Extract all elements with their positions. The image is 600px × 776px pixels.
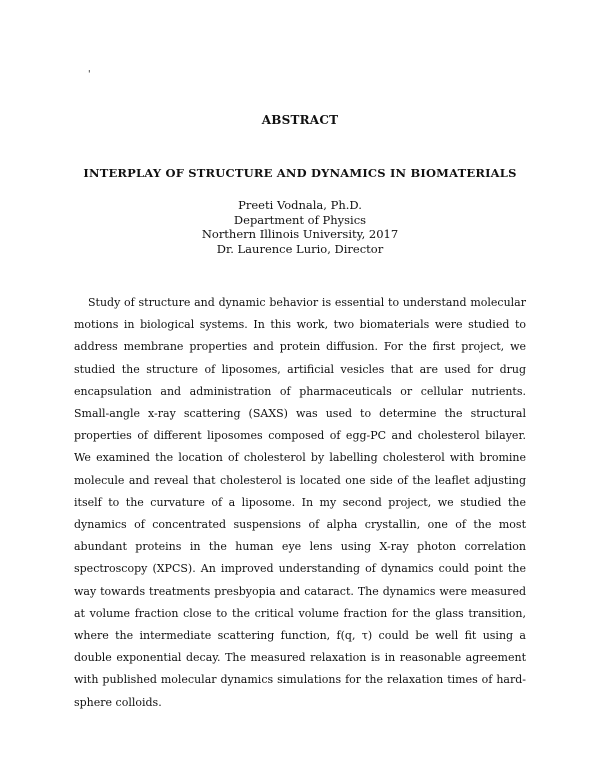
abstract-body: Study of structure and dynamic behavior is essential to understand molecular motions in biological systems. In this work, two biomaterials were studied to address membrane properties and protein diffusion. For the first project, we studied the structure of liposomes, artificial vesicles that are used for drug encapsulation and administration of pharmaceuticals or cellular nutrients. Small-angle x-ray scattering (SAXS) was used to determine the structural properties of different liposomes composed of egg-PC and cholesterol bilayer. We examined the location of cholesterol by labelling cholesterol with bromine molecule and reveal that cholesterol is located one side of the leaflet adjusting itself to the curvature of a liposome. In my second project, we studied the dynamics of concentrated suspensions of alpha crystallin, one of the most abundant proteins in the human eye lens using X-ray photon correlation spectroscopy (XPCS). An improved understanding of dynamics could point the way towards treatments presbyopia and cataract. The dynamics were measured at volume fraction close to the critical volume fraction for the glass transition, where the intermediate scattering function, f(q, τ) could be well fit using a double exponential decay. The measured relaxation is in reasonable agreement with published molecular dynamics simulations for the relaxation times of hard-sphere colloids. xyxy=(74,296,526,709)
author-institution: Northern Illinois University, 2017 xyxy=(201,227,399,241)
author-director: Dr. Laurence Lurio, Director xyxy=(216,241,384,256)
author-department: Department of Physics xyxy=(233,212,367,227)
document-title: INTERPLAY OF STRUCTURE AND DYNAMICS IN BIOMATERIALS xyxy=(83,166,517,180)
stray-mark: ' xyxy=(88,70,91,80)
author-block xyxy=(0,198,600,256)
abstract-heading: ABSTRACT xyxy=(261,113,339,127)
author-name: Preeti Vodnala, Ph.D. xyxy=(238,198,362,212)
